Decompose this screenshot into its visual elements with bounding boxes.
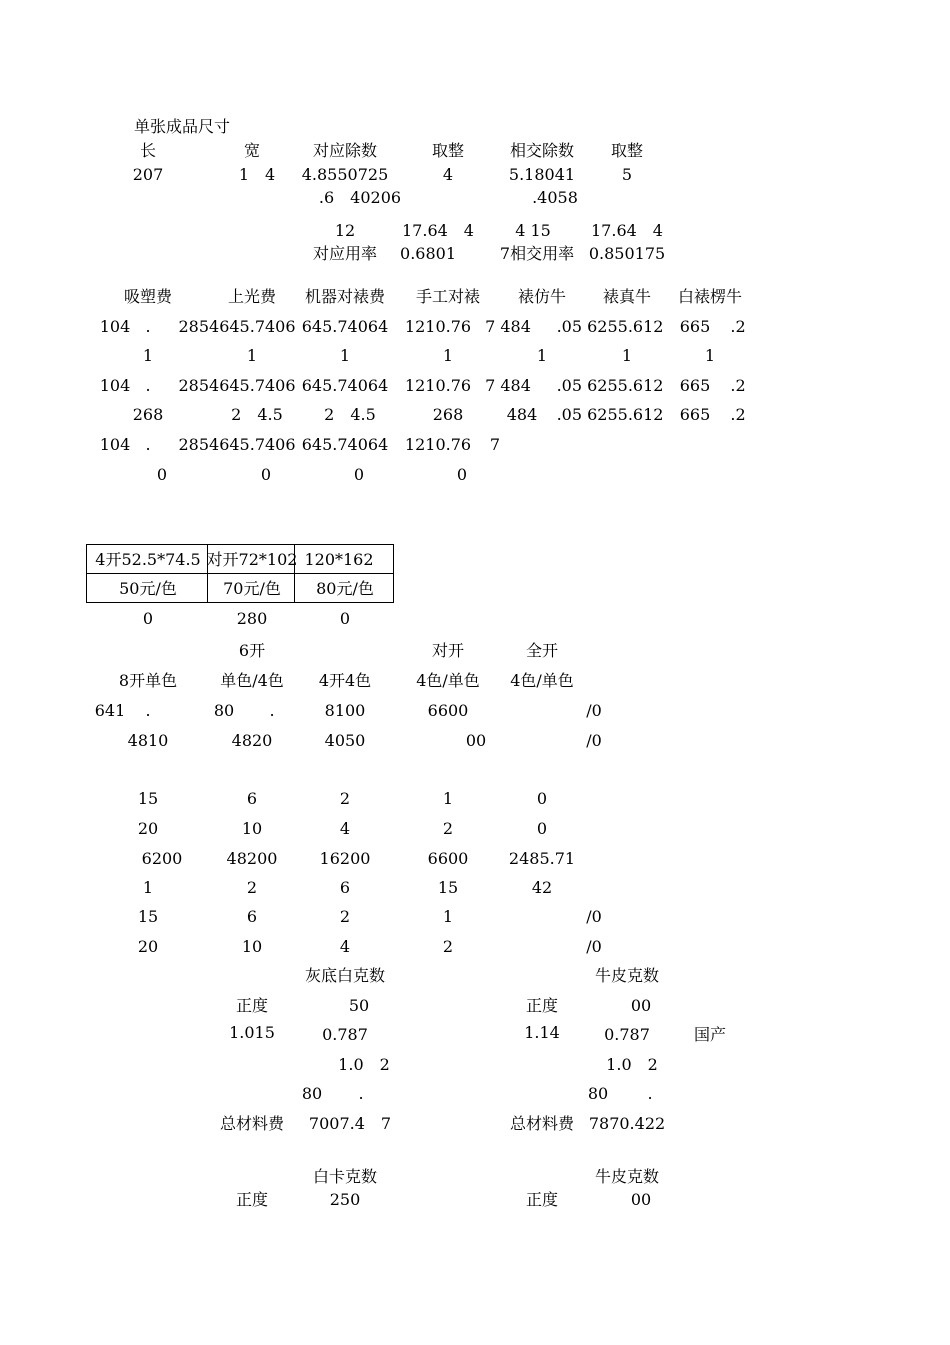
fee-r4-c5: 484 <box>506 405 538 424</box>
value-dot-b: . <box>647 1084 653 1103</box>
corr-rate-label: 对应用率 <box>312 244 378 263</box>
white-card-weight-label: 白卡克数 <box>312 1167 378 1186</box>
size-quankai: 120*162 <box>304 550 374 569</box>
cross-divisor-value: 5.18041 <box>508 165 576 184</box>
fee-r3-c5: 1210.76 <box>404 376 472 395</box>
print-r1-c1: 641 <box>94 701 126 720</box>
print-r1-c7: /0 <box>586 701 602 720</box>
width-value: 1 4 <box>238 165 276 184</box>
kraft-weight-label-2: 牛皮克数 <box>594 1167 660 1186</box>
fee-r2-c4: 1 <box>442 346 454 365</box>
qty-r6-c2: 10 <box>241 937 263 956</box>
total-material-label-2: 总材料费 <box>509 1114 575 1133</box>
qty-r5-c3: 2 <box>339 907 351 926</box>
print-r2-c5: /0 <box>586 731 602 750</box>
cross-divisor-label: 相交除数 <box>509 141 575 160</box>
total-material-value-2: 7870.422 <box>588 1114 666 1133</box>
fee-r1-c6: 7 484 <box>485 317 531 336</box>
print-header-4c-mono-a: 4色/单色 <box>416 671 480 690</box>
fee-r6-c3: 0 <box>353 465 365 484</box>
qty-r4-c2: 2 <box>246 878 258 897</box>
qty-r4-c3: 6 <box>339 878 351 897</box>
fee-r2-c7: 1 <box>704 346 716 365</box>
qty-r1-c1: 15 <box>137 789 159 808</box>
factor-2: 0.787 <box>322 1025 368 1044</box>
width-label: 宽 <box>243 141 261 160</box>
cross-rate-label: 7相交用率 <box>499 244 575 263</box>
qty-r4-c4: 15 <box>437 878 459 897</box>
kraft-weight-label-1: 牛皮克数 <box>594 966 660 985</box>
fee-r3-c4: 645.74064 <box>301 376 389 395</box>
qty-r1-c3: 2 <box>339 789 351 808</box>
gray-board-weight-label: 灰底白克数 <box>304 966 386 985</box>
fee-r5-c2: . <box>145 435 151 454</box>
factor-5: 1.0 2 <box>338 1055 390 1074</box>
fee-r4-c2: 2 4.5 <box>231 405 283 424</box>
fee-r1-c7: .05 6255.612 <box>556 317 664 336</box>
zhengdu-label-4: 正度 <box>525 1190 559 1209</box>
fee-header-machine-mount: 机器对裱费 <box>304 287 386 306</box>
corr-divisor-continuation: .6 40206 <box>318 188 402 207</box>
print-header-mono-4c: 单色/4色 <box>220 671 284 690</box>
print-header-duikai: 对开 <box>431 641 465 660</box>
price-total-4kai: 0 <box>142 609 154 628</box>
print-header-8kai-mono: 8开单色 <box>118 671 178 690</box>
qty-r3-c4: 6600 <box>427 849 469 868</box>
price-4kai: 50元/色 <box>119 579 177 598</box>
qty-r5-c1: 15 <box>137 907 159 926</box>
price-quankai: 80元/色 <box>316 579 374 598</box>
fee-r3-c8: 665 <box>679 376 711 395</box>
round-value-1: 4 <box>442 165 454 184</box>
table-divider <box>87 573 393 574</box>
qty-r2-c1: 20 <box>137 819 159 838</box>
print-header-4c-mono-b: 4色/单色 <box>510 671 574 690</box>
fee-r2-c1: 1 <box>142 346 154 365</box>
qty-r2-c2: 10 <box>241 819 263 838</box>
size-title: 单张成品尺寸 <box>134 117 231 136</box>
print-r1-c2: . <box>145 701 151 720</box>
print-r2-c4: 00 <box>465 731 487 750</box>
fee-r1-c4: 645.74064 <box>301 317 389 336</box>
fee-r2-c3: 1 <box>339 346 351 365</box>
corr-divisor-label: 对应除数 <box>312 141 378 160</box>
fee-r1-c3: 2854645.7406 <box>178 317 296 336</box>
fee-r1-c1: 104 <box>99 317 131 336</box>
qty-r3-c1: 6200 <box>141 849 183 868</box>
fee-r3-c1: 104 <box>99 376 131 395</box>
print-header-4kai-4c: 4开4色 <box>318 671 372 690</box>
price-total-quankai: 0 <box>339 609 351 628</box>
fee-header-manual-mount: 手工对裱 <box>415 287 481 306</box>
factor-4: 0.787 <box>604 1025 650 1044</box>
qty-r1-c2: 6 <box>246 789 258 808</box>
domestic-label: 国产 <box>693 1025 727 1044</box>
zhengdu-label-3: 正度 <box>235 1190 269 1209</box>
kraft-weight-value-2: 00 <box>630 1190 652 1209</box>
qty-r2-c5: 0 <box>536 819 548 838</box>
fee-r3-c7: .05 6255.612 <box>556 376 664 395</box>
qty-r2-c3: 4 <box>339 819 351 838</box>
fee-r5-c5: 1210.76 <box>404 435 472 454</box>
cross-rate-value: 0.850175 <box>588 244 666 263</box>
kraft-weight-value-1: 00 <box>630 996 652 1015</box>
factor-3: 1.14 <box>524 1023 560 1042</box>
print-header-6kai: 6开 <box>238 641 266 660</box>
value-dot-a: . <box>358 1084 364 1103</box>
factor-1: 1.015 <box>229 1023 275 1042</box>
factor-6: 1.0 2 <box>606 1055 658 1074</box>
qty-r3-c2: 48200 <box>226 849 278 868</box>
qty-r3-c5: 2485.71 <box>508 849 576 868</box>
fee-header-blister: 吸塑费 <box>123 287 173 306</box>
fee-r6-c4: 0 <box>456 465 468 484</box>
value-80-b: 80 <box>587 1084 609 1103</box>
fee-r4-c4: 268 <box>432 405 464 424</box>
fee-r3-c6: 7 484 <box>485 376 531 395</box>
qty-r1-c4: 1 <box>442 789 454 808</box>
cross-divisor-continuation: .4058 <box>532 188 578 207</box>
fee-r4-c8: .2 <box>730 405 746 424</box>
fee-r2-c5: 1 <box>536 346 548 365</box>
corr-rate-value: 0.6801 <box>400 244 456 263</box>
price-duikai: 70元/色 <box>223 579 281 598</box>
fee-r1-c9: .2 <box>730 317 746 336</box>
size-duikai: 对开72*102 <box>206 550 298 569</box>
price-total-duikai: 280 <box>236 609 268 628</box>
fee-header-white-corrugated: 白裱楞牛 <box>677 287 743 306</box>
qty-r6-c1: 20 <box>137 937 159 956</box>
qty-r2-c4: 2 <box>442 819 454 838</box>
fee-r4-c3: 2 4.5 <box>324 405 376 424</box>
fee-r4-c7: 665 <box>679 405 711 424</box>
fee-r6-c2: 0 <box>260 465 272 484</box>
round-label-1: 取整 <box>431 141 465 160</box>
fee-r4-c6: .05 6255.612 <box>556 405 664 424</box>
white-card-weight-value: 250 <box>329 1190 361 1209</box>
fee-r5-c1: 104 <box>99 435 131 454</box>
fee-r1-c2: . <box>145 317 151 336</box>
round-label-2: 取整 <box>610 141 644 160</box>
fee-header-gloss: 上光费 <box>227 287 277 306</box>
count-value-2: 17.64 4 <box>402 221 474 240</box>
qty-r6-c4: 2 <box>442 937 454 956</box>
total-material-value-1: 7007.4 7 <box>308 1114 392 1133</box>
print-r1-c4: . <box>269 701 275 720</box>
print-r1-c6: 6600 <box>427 701 469 720</box>
print-r2-c3: 4050 <box>324 731 366 750</box>
qty-r5-c4: 1 <box>442 907 454 926</box>
fee-r3-c2: . <box>145 376 151 395</box>
gray-board-weight-value: 50 <box>348 996 370 1015</box>
fee-r2-c2: 1 <box>246 346 258 365</box>
size-4kai: 4开52.5*74.5 <box>95 550 201 569</box>
count-value-3: 4 15 <box>515 221 551 240</box>
round-value-2: 5 <box>621 165 633 184</box>
qty-r5-c5: /0 <box>586 907 602 926</box>
qty-r6-c3: 4 <box>339 937 351 956</box>
qty-r6-c5: /0 <box>586 937 602 956</box>
fee-r1-c8: 665 <box>679 317 711 336</box>
print-header-quankai: 全开 <box>525 641 559 660</box>
fee-r3-c9: .2 <box>730 376 746 395</box>
zhengdu-label-2: 正度 <box>525 996 559 1015</box>
qty-r5-c2: 6 <box>246 907 258 926</box>
length-value: 207 <box>132 165 164 184</box>
count-value-1: 12 <box>334 221 356 240</box>
fee-r2-c6: 1 <box>621 346 633 365</box>
length-label: 长 <box>139 141 157 160</box>
qty-r4-c1: 1 <box>142 878 154 897</box>
fee-header-real-kraft: 裱真牛 <box>602 287 652 306</box>
fee-header-faux-kraft: 裱仿牛 <box>517 287 567 306</box>
qty-r1-c5: 0 <box>536 789 548 808</box>
fee-r6-c1: 0 <box>156 465 168 484</box>
value-80-a: 80 <box>301 1084 323 1103</box>
fee-r5-c6: 7 <box>489 435 501 454</box>
fee-r3-c3: 2854645.7406 <box>178 376 296 395</box>
count-value-4: 17.64 4 <box>591 221 663 240</box>
qty-r4-c5: 42 <box>531 878 553 897</box>
print-r2-c1: 4810 <box>127 731 169 750</box>
print-r1-c5: 8100 <box>324 701 366 720</box>
fee-r5-c4: 645.74064 <box>301 435 389 454</box>
total-material-label-1: 总材料费 <box>219 1114 285 1133</box>
fee-r5-c3: 2854645.7406 <box>178 435 296 454</box>
print-r1-c3: 80 <box>213 701 235 720</box>
qty-r3-c3: 16200 <box>319 849 371 868</box>
fee-r4-c1: 268 <box>132 405 164 424</box>
fee-r1-c5: 1210.76 <box>404 317 472 336</box>
print-r2-c2: 4820 <box>231 731 273 750</box>
corr-divisor-value: 4.8550725 <box>301 165 389 184</box>
zhengdu-label-1: 正度 <box>235 996 269 1015</box>
